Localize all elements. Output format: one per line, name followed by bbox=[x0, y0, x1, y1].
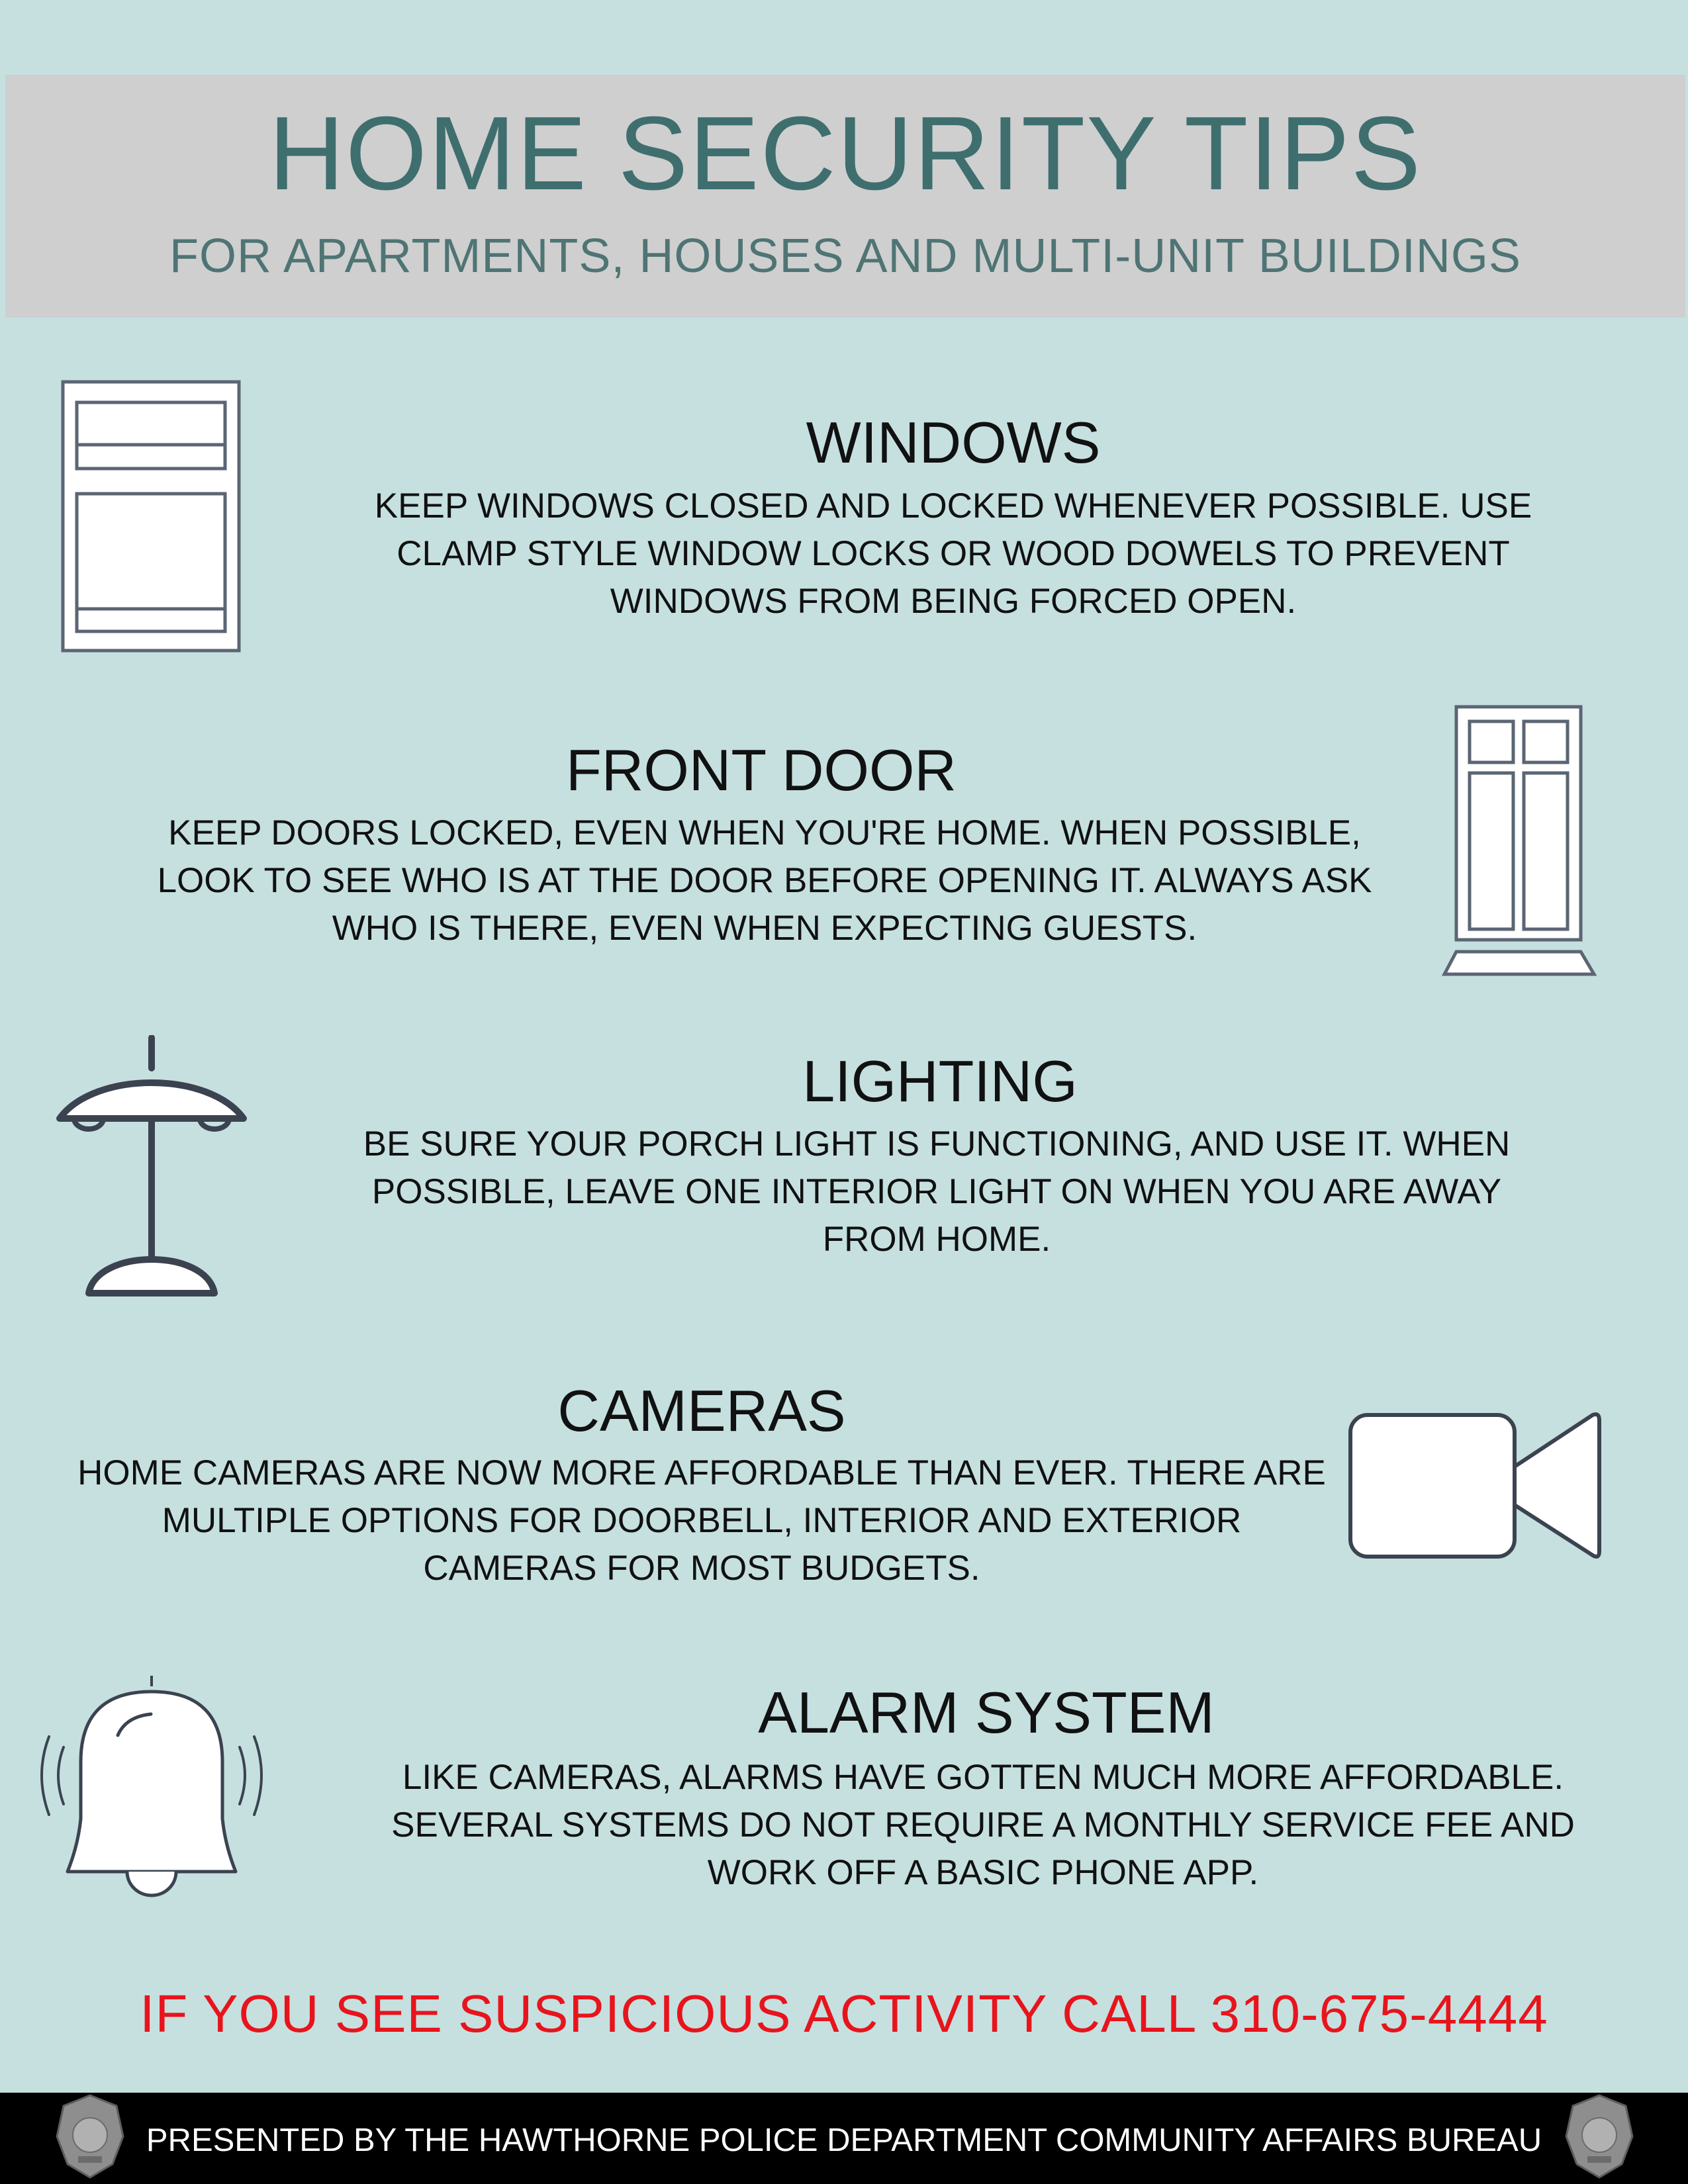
text-line: WINDOWS FROM BEING FORCED OPEN. bbox=[610, 582, 1297, 621]
section-text bbox=[79, 809, 1450, 952]
page-subtitle: FOR APARTMENTS, HOUSES AND MULTI-UNIT BUILDINGS bbox=[169, 230, 1521, 283]
footer-bar bbox=[0, 2093, 1688, 2184]
footer-text: PRESENTED BY THE HAWTHORNE POLICE DEPARTMENT COMMUNITY AFFAIRS BUREAU bbox=[146, 2122, 1542, 2158]
text-line: CAMERAS FOR MOST BUDGETS. bbox=[423, 1549, 980, 1588]
text-line: MULTIPLE OPTIONS FOR DOORBELL, INTERIOR AND EXTERIOR bbox=[162, 1501, 1242, 1540]
section-text bbox=[298, 1754, 1668, 1897]
page-title: HOME SECURITY TIPS bbox=[268, 95, 1423, 212]
door-icon bbox=[1442, 704, 1598, 978]
text-line: KEEP DOORS LOCKED, EVEN WHEN YOU'RE HOME. WHEN POSSIBLE, bbox=[168, 813, 1361, 852]
text-line: WORK OFF A BASIC PHONE APP. bbox=[707, 1853, 1259, 1892]
text-line: WHO IS THERE, EVEN WHEN EXPECTING GUESTS. bbox=[332, 909, 1197, 948]
section-text bbox=[278, 482, 1628, 625]
text-line: LIKE CAMERAS, ALARMS HAVE GOTTEN MUCH MORE AFFORDABLE. bbox=[402, 1758, 1564, 1797]
header-banner bbox=[5, 75, 1685, 318]
text-line: FROM HOME. bbox=[822, 1220, 1051, 1259]
window-icon bbox=[61, 380, 241, 653]
section-heading: FRONT DOOR bbox=[566, 737, 957, 803]
section-text bbox=[265, 1120, 1609, 1263]
section-heading: LIGHTING bbox=[802, 1048, 1078, 1114]
text-line: LOOK TO SEE WHO IS AT THE DOOR BEFORE OPENING IT. ALWAYS ASK bbox=[157, 861, 1372, 900]
text-line: CLAMP STYLE WINDOW LOCKS OR WOOD DOWELS TO PREVENT bbox=[397, 534, 1510, 573]
text-line: KEEP WINDOWS CLOSED AND LOCKED WHENEVER POSSIBLE. USE bbox=[374, 486, 1532, 525]
bell-icon bbox=[34, 1676, 269, 1898]
text-line: HOME CAMERAS ARE NOW MORE AFFORDABLE THAN EVER. THERE ARE bbox=[77, 1453, 1326, 1492]
lamp-icon bbox=[54, 1035, 249, 1302]
section-heading: CAMERAS bbox=[557, 1378, 846, 1443]
section-heading: ALARM SYSTEM bbox=[758, 1680, 1215, 1745]
section-text bbox=[26, 1449, 1377, 1592]
video-camera-icon bbox=[1348, 1412, 1603, 1559]
text-line: SEVERAL SYSTEMS DO NOT REQUIRE A MONTHLY SERVICE FEE AND bbox=[391, 1805, 1575, 1844]
police-badge-icon bbox=[1562, 2093, 1636, 2180]
text-line: BE SURE YOUR PORCH LIGHT IS FUNCTIONING, AND USE IT. WHEN bbox=[363, 1124, 1511, 1163]
text-line: POSSIBLE, LEAVE ONE INTERIOR LIGHT ON WHEN YOU ARE AWAY bbox=[371, 1172, 1502, 1211]
section-heading: WINDOWS bbox=[806, 410, 1101, 475]
call-to-action: IF YOU SEE SUSPICIOUS ACTIVITY CALL 310-675-4444 bbox=[140, 1984, 1548, 2043]
